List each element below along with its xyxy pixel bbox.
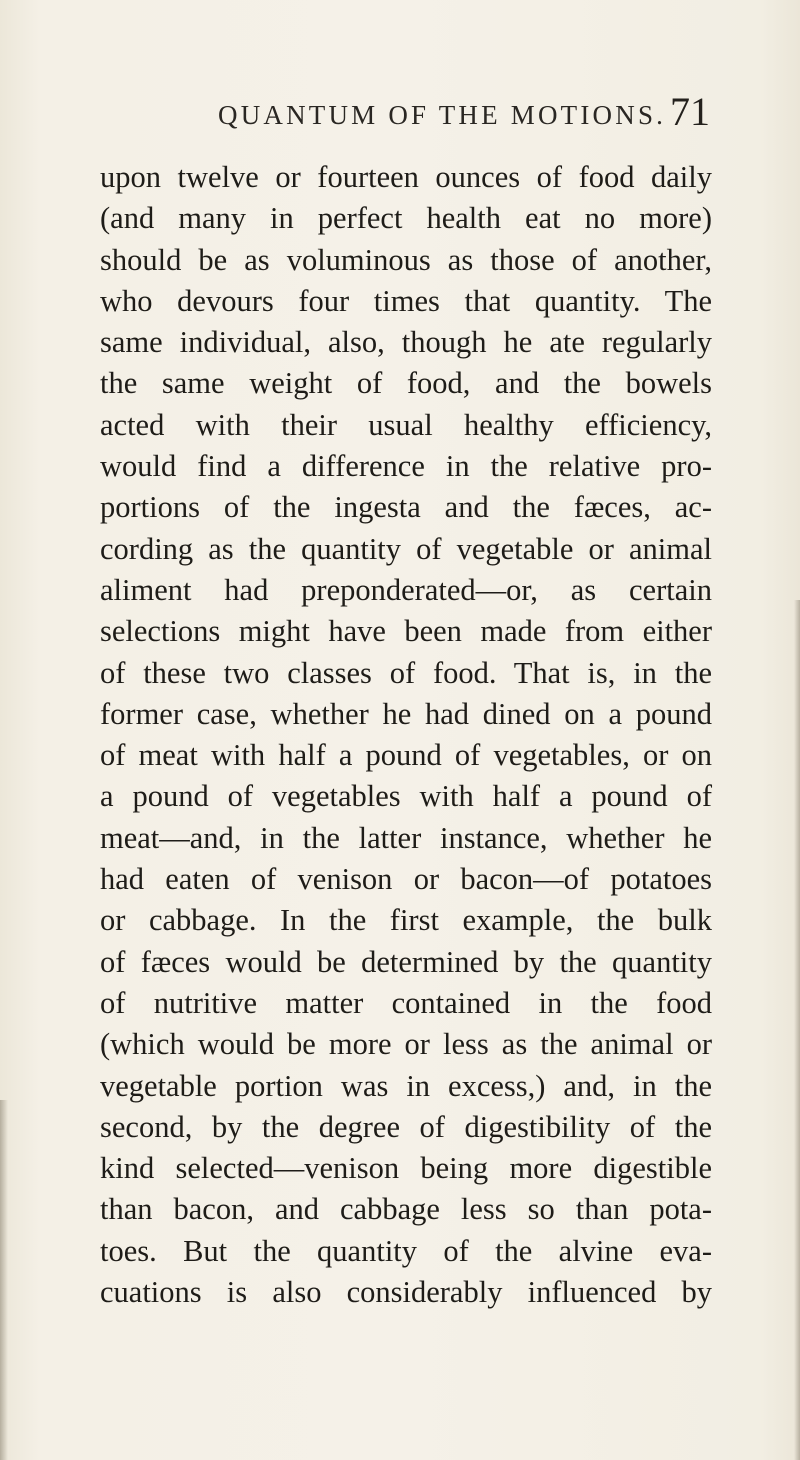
- page-number: 71: [670, 89, 710, 134]
- text-line: of nutritive matter contained in the food: [100, 985, 712, 1020]
- text-line: former case, whether he had dined on a pound: [100, 696, 712, 731]
- text-line: aliment had preponderated—or, as certain: [100, 572, 712, 607]
- text-line: upon twelve or fourteen ounces of food daily: [100, 160, 712, 194]
- running-head: [0, 88, 800, 138]
- text-line: same individual, also, though he ate regularly: [100, 325, 712, 360]
- text-line: of these two classes of food. That is, in the: [100, 655, 712, 690]
- page-edge-shadow: [794, 600, 800, 1460]
- text-line: cording as the quantity of vegetable or animal: [100, 531, 712, 566]
- running-title: QUANTUM OF THE MOTIONS.: [218, 100, 667, 130]
- text-line: a pound of vegetables with half a pound of: [100, 779, 712, 814]
- body-text: [100, 157, 712, 1313]
- text-line: of fæces would be determined by the quantity: [100, 944, 712, 979]
- text-line: had eaten of venison or bacon—of potatoes: [100, 862, 712, 897]
- text-line: selections might have been made from either: [100, 614, 712, 649]
- text-line: (and many in perfect health eat no more): [100, 201, 712, 236]
- text-line: kind selected—venison being more digestible: [100, 1151, 712, 1186]
- text-line: second, by the degree of digestibility of the: [100, 1109, 712, 1144]
- text-line: vegetable portion was in excess,) and, in the: [100, 1068, 712, 1103]
- text-line: should be as voluminous as those of another,: [100, 242, 712, 277]
- text-line: the same weight of food, and the bowels: [100, 366, 712, 401]
- text-line: or cabbage. In the first example, the bulk: [100, 903, 712, 938]
- text-line: would find a difference in the relative pro-: [100, 449, 712, 484]
- text-line: than bacon, and cabbage less so than pota-: [100, 1192, 712, 1227]
- text-line: of meat with half a pound of vegetables, or on: [100, 738, 712, 773]
- text-line: (which would be more or less as the animal or: [100, 1027, 712, 1062]
- text-line: toes. But the quantity of the alvine eva-: [100, 1233, 712, 1268]
- text-line: who devours four times that quantity. The: [100, 283, 712, 318]
- text-line: cuations is also considerably influenced by: [100, 1275, 712, 1310]
- text-line: acted with their usual healthy efficiency,: [100, 407, 712, 442]
- text-line: portions of the ingesta and the fæces, ac-: [100, 490, 712, 525]
- text-line: meat—and, in the latter instance, whether he: [100, 820, 712, 855]
- binding-shadow: [0, 1100, 8, 1460]
